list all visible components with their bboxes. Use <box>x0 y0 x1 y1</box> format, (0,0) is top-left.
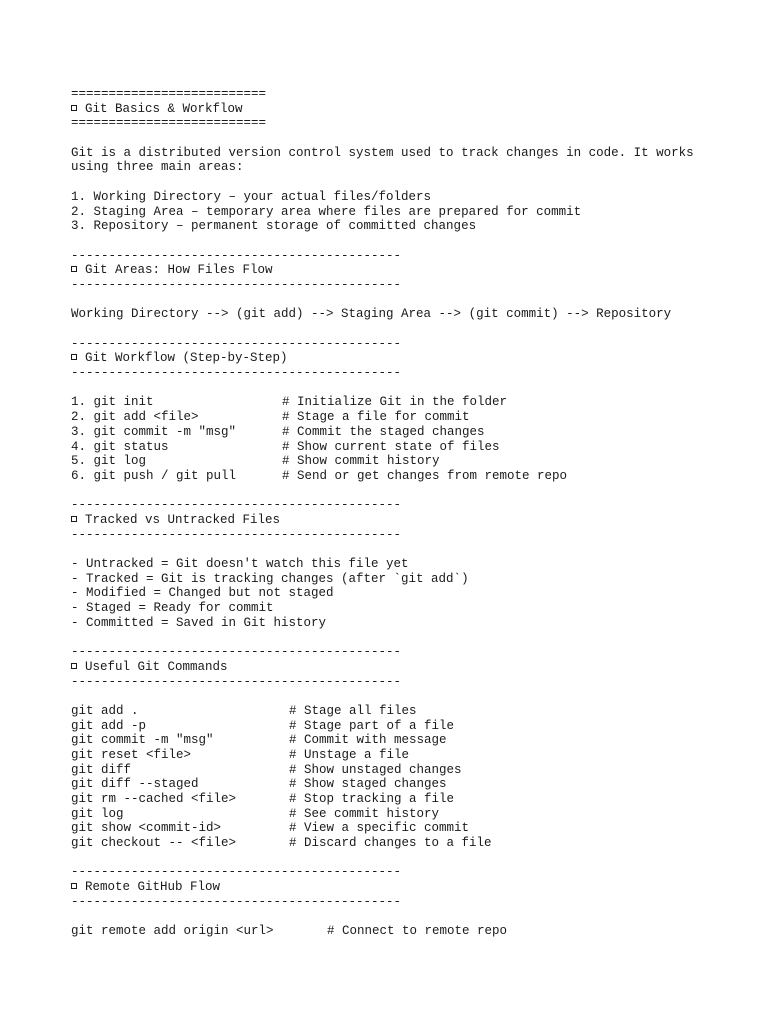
workflow-step-row <box>71 469 751 484</box>
tracked-item: - Untracked = Git doesn't watch this file yet <box>71 557 409 571</box>
command-text: git diff <box>71 762 132 777</box>
command-text: git rm --cached <file> <box>71 792 237 806</box>
command-comment: # Show commit history <box>282 454 440 469</box>
area-item: 1. Working Directory – your actual files/folders <box>71 189 432 204</box>
command-comment: # Commit the staged changes <box>282 424 485 439</box>
area-item: 3. Repository – permanent storage of committed changes <box>71 219 477 234</box>
command-comment: # Commit with message <box>289 733 447 748</box>
command-row <box>71 748 751 763</box>
command-text: 2. git add <file> <box>71 410 199 425</box>
command-row <box>71 836 751 851</box>
command-comment: # Stage a file for commit <box>282 410 470 425</box>
bullet-square-icon <box>71 663 77 669</box>
workflow-step-row <box>71 425 751 440</box>
section-rule: -------------------------------------------- <box>71 336 402 351</box>
workflow-step-row <box>71 410 751 425</box>
command-text: 4. git status <box>71 439 169 454</box>
section-rule: -------------------------------------------- <box>71 527 402 542</box>
header-rule-bottom: ========================== <box>71 116 267 131</box>
command-text: 6. git push / git pull <box>71 468 237 483</box>
bullet-square-icon <box>71 516 77 522</box>
section-rule: -------------------------------------------- <box>71 248 402 263</box>
tracked-item: - Staged = Ready for commit <box>71 601 274 616</box>
command-comment: # Connect to remote repo <box>327 924 508 939</box>
command-comment: # Show unstaged changes <box>289 762 462 777</box>
command-row <box>71 704 751 719</box>
command-text: git log <box>71 806 124 821</box>
section-rule: -------------------------------------------- <box>71 498 402 513</box>
section-title-workflow <box>71 351 751 366</box>
bullet-square-icon <box>71 266 77 272</box>
bullet-square-icon <box>71 883 77 889</box>
intro-line: Git is a distributed version control system used to track changes in code. It works <box>71 145 694 160</box>
section-title-commands <box>71 660 751 675</box>
command-text: git show <commit-id> <box>71 821 222 836</box>
command-text: 3. git commit -m "msg" <box>71 424 237 439</box>
bullet-square-icon <box>71 354 77 360</box>
command-text: git add . <box>71 703 139 718</box>
tracked-item: - Tracked = Git is tracking changes (after `git add`) <box>71 571 469 586</box>
document-page <box>71 87 751 939</box>
section-title-text: Useful Git Commands <box>85 659 228 674</box>
bullet-square-icon <box>71 105 77 111</box>
workflow-step-row <box>71 454 751 469</box>
remote-command-row <box>71 924 751 939</box>
command-row <box>71 792 751 807</box>
command-row <box>71 719 751 734</box>
command-text: git diff --staged <box>71 777 199 792</box>
command-comment: # Stage part of a file <box>289 718 455 733</box>
section-rule: -------------------------------------------- <box>71 865 402 880</box>
command-comment: # Send or get changes from remote repo <box>282 468 568 483</box>
flow-diagram-text: Working Directory --> (git add) --> Staging Area --> (git commit) --> Repository <box>71 307 672 322</box>
command-comment: # Show current state of files <box>282 439 500 454</box>
section-title-remote <box>71 880 751 895</box>
command-text: 5. git log <box>71 454 147 469</box>
section-title-text: Git Workflow (Step-by-Step) <box>85 351 288 366</box>
section-title-text: Tracked vs Untracked Files <box>85 512 281 527</box>
command-comment: # See commit history <box>289 806 440 821</box>
intro-line: using three main areas: <box>71 160 244 175</box>
section-rule: -------------------------------------------- <box>71 366 402 381</box>
tracked-item: - Modified = Changed but not staged <box>71 586 334 601</box>
command-text: git reset <file> <box>71 747 192 762</box>
command-comment: # Stage all files <box>289 703 417 718</box>
useful-commands-list <box>71 704 751 851</box>
command-row <box>71 777 751 792</box>
command-row <box>71 733 751 748</box>
command-text: git commit -m "msg" <box>71 733 214 748</box>
command-comment: # Stop tracking a file <box>289 792 455 806</box>
command-comment: # Initialize Git in the folder <box>282 395 508 410</box>
workflow-step-row <box>71 395 751 410</box>
command-row <box>71 763 751 778</box>
workflow-step-row <box>71 440 751 455</box>
section-title-text: Git Areas: How Files Flow <box>85 263 273 278</box>
tracked-item: - Committed = Saved in Git history <box>71 615 327 630</box>
section-rule: -------------------------------------------- <box>71 674 402 689</box>
command-comment: # Discard changes to a file <box>289 836 492 851</box>
command-text: git checkout -- <file> <box>71 836 237 851</box>
command-comment: # Unstage a file <box>289 747 410 762</box>
command-text: git add -p <box>71 718 147 733</box>
command-comment: # View a specific commit <box>289 821 470 836</box>
workflow-steps-list <box>71 395 751 483</box>
doc-title <box>71 102 751 117</box>
command-row <box>71 807 751 822</box>
doc-title-text: Git Basics & Workflow <box>85 101 243 116</box>
section-rule: -------------------------------------------- <box>71 277 402 292</box>
header-rule-top: ========================== <box>71 87 267 101</box>
section-title-tracked <box>71 513 751 528</box>
section-title-flow <box>71 263 751 278</box>
section-rule: -------------------------------------------- <box>71 645 402 660</box>
command-text: git remote add origin <url> <box>71 924 274 939</box>
section-rule: -------------------------------------------- <box>71 894 402 909</box>
area-item: 2. Staging Area – temporary area where files are prepared for commit <box>71 204 582 219</box>
command-comment: # Show staged changes <box>289 777 447 792</box>
command-text: 1. git init <box>71 395 154 410</box>
remote-commands-list <box>71 924 751 939</box>
section-title-text: Remote GitHub Flow <box>85 880 221 895</box>
command-row <box>71 821 751 836</box>
